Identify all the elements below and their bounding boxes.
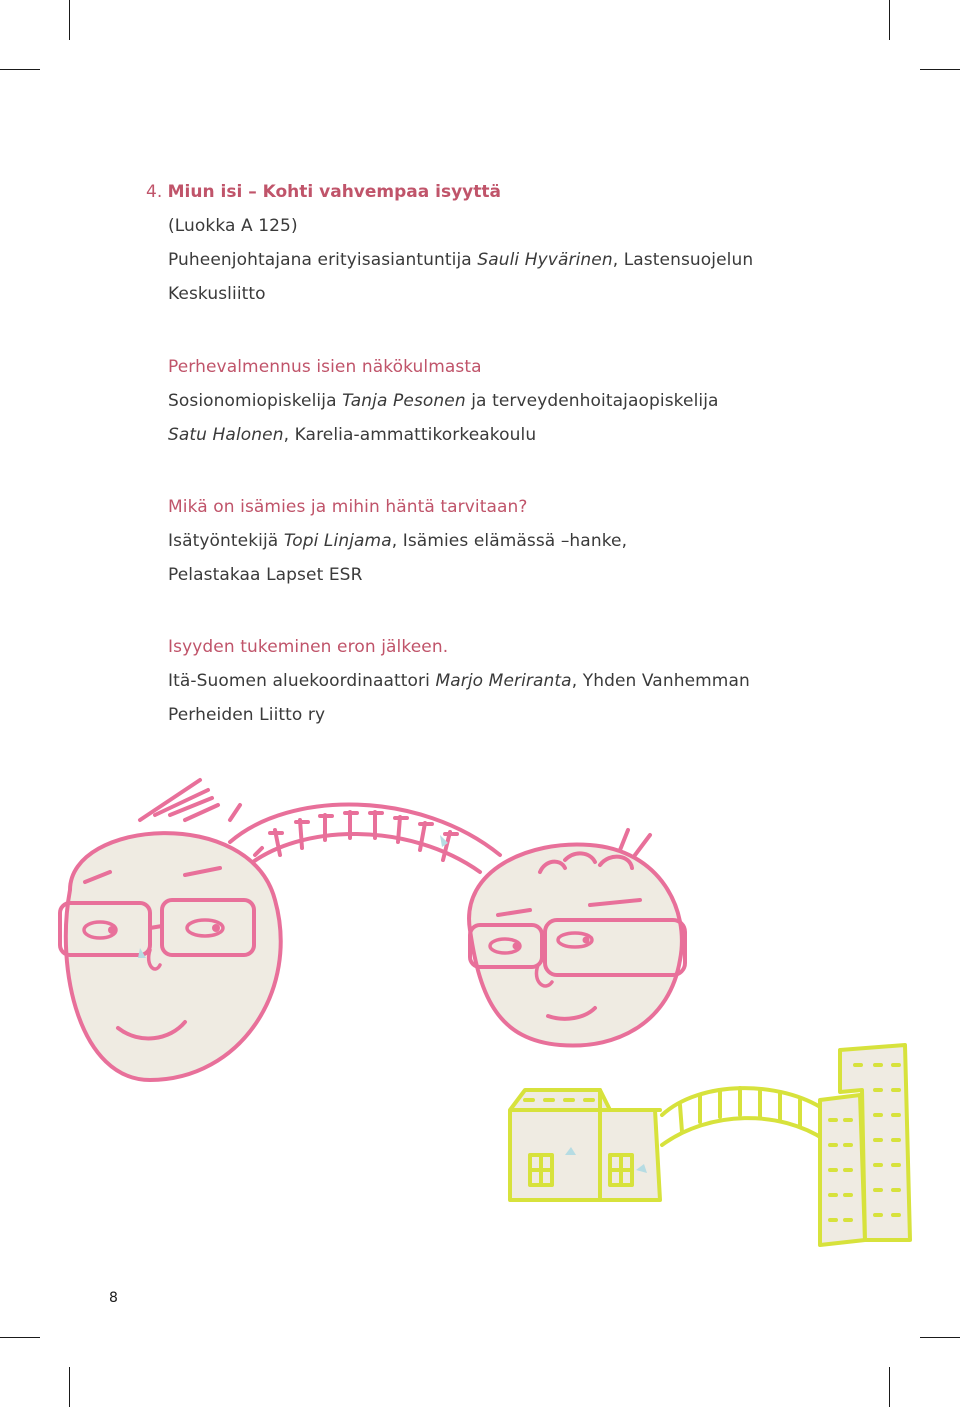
crop-mark: [69, 0, 70, 40]
item-number: 4.: [146, 182, 163, 202]
illustration: [0, 760, 960, 1280]
talk-heading: Perhevalmennus isien näkökulmasta: [168, 357, 482, 377]
crop-mark: [0, 69, 40, 70]
program-item-4: [146, 630, 906, 732]
speaker-project: , Isämies elämässä –hanke,: [391, 531, 628, 551]
speaker-line: [146, 664, 906, 698]
speaker-name-2: Satu Halonen: [168, 425, 284, 445]
program-item-3: [146, 490, 906, 592]
class-label: (Luokka A 125): [168, 216, 298, 236]
yellow-town-illustration: [510, 1045, 910, 1245]
item-title-row: [146, 175, 906, 209]
crop-mark: [889, 0, 890, 40]
chair-line: [146, 243, 906, 277]
speaker-line: [146, 524, 906, 558]
speaker-line: [146, 384, 906, 418]
chair-name: Sauli Hyvärinen: [477, 250, 613, 270]
pink-bridge-illustration: [230, 804, 500, 872]
crop-mark: [920, 69, 960, 70]
talk-heading: Isyyden tukeminen eron jälkeen.: [168, 637, 449, 657]
talk-heading: Mikä on isämies ja mihin häntä tarvitaan?: [168, 497, 528, 517]
program-item-2: [146, 350, 906, 452]
chair-org-cont: Keskusliitto: [168, 284, 266, 304]
speaker-org: Pelastakaa Lapset ESR: [168, 565, 363, 585]
speaker-role: Itä-Suomen aluekoordinaattori: [168, 671, 436, 691]
speaker-name: Marjo Meriranta: [435, 671, 572, 691]
speaker-role: Isätyöntekijä: [168, 531, 284, 551]
chair-org: , Lastensuojelun: [612, 250, 754, 270]
speaker-org: , Karelia-ammattikorkeakoulu: [283, 425, 537, 445]
crop-mark: [889, 1367, 890, 1407]
speaker-org-cont: Perheiden Liitto ry: [168, 705, 326, 725]
speaker-org: , Yhden Vanhemman: [571, 671, 750, 691]
item-title: Miun isi – Kohti vahvempaa isyyttä: [167, 182, 501, 202]
left-face-illustration: [60, 780, 281, 1080]
speaker-role: Sosionomiopiskelija: [168, 391, 343, 411]
program-item-1: [146, 175, 906, 311]
crop-mark: [69, 1367, 70, 1407]
speaker-name: Topi Linjama: [283, 531, 392, 551]
crop-mark: [0, 1337, 40, 1338]
speaker-name: Tanja Pesonen: [342, 391, 466, 411]
right-face-illustration: [469, 830, 685, 1046]
page-number: 8: [109, 1290, 118, 1306]
speaker-role-2: ja terveydenhoitajaopiskelija: [465, 391, 719, 411]
chair-role: Puheenjohtajana erityisasiantuntija: [168, 250, 478, 270]
speaker-line-2: [146, 418, 906, 452]
crop-mark: [920, 1337, 960, 1338]
